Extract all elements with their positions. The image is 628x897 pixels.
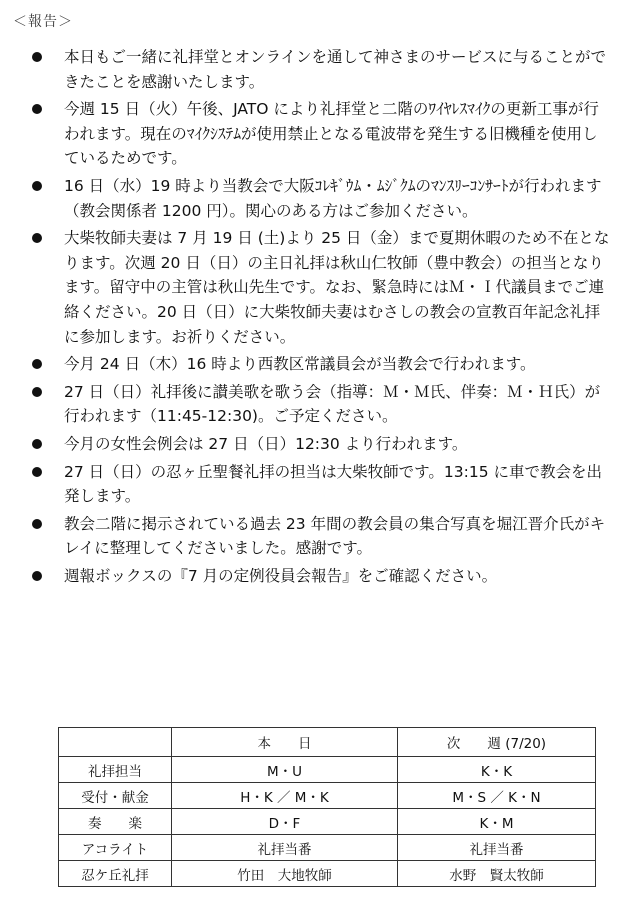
bullet-icon	[32, 104, 42, 114]
announcement-item	[0, 432, 628, 457]
announcement-item	[0, 97, 628, 171]
announcement-text: 今月 24 日（木）16 時より西教区常議員会が当教会で行われます。	[64, 355, 536, 374]
announcement-item	[0, 226, 628, 349]
today-cell: M・U	[172, 757, 398, 783]
duty-table-header	[59, 728, 596, 757]
row-label-cell: 忍ケ丘礼拝	[59, 861, 172, 887]
announcement-text: 大柴牧師夫妻は 7 月 19 日 (土)より 25 日（金）まで夏期休暇のため不在となります。次週 20 日（日）の主日礼拝は秋山仁牧師（豊中教会）の担当となります。留守中の主管は秋山先生です。なお、緊急時にはＭ・Ｉ代議員までご連絡ください。20 日（日）に大柴牧師夫妻はむさしの教会の宣教百年記念礼拝に参加します。お祈りください。	[64, 229, 610, 346]
today-cell: 礼拝当番	[172, 835, 398, 861]
announcement-text: 16 日（水）19 時より当教会で大阪ｺﾚｷﾞｳﾑ・ﾑｼﾞｸﾑのﾏﾝｽﾘｰｺﾝｻｰﾄが行われます（教会関係者 1200 円）。関心のある方はご参加ください。	[64, 176, 602, 220]
row-label-cell: アコライト	[59, 835, 172, 861]
announcement-item	[0, 564, 628, 589]
announcement-text: 今週 15 日（火）午後、JATO により礼拝堂と二階のﾜｲﾔﾚｽﾏｲｸの更新工事が行われます。現在のﾏｲｸｼｽﾃﾑが使用禁止となる電波帯を発生する旧機種を使用しているためです。	[64, 100, 599, 168]
next-cell: M・S ／ K・N	[398, 783, 596, 809]
announcement-item	[0, 174, 628, 223]
today-cell: D・F	[172, 809, 398, 835]
announcement-item	[0, 460, 628, 509]
bullet-icon	[32, 359, 42, 369]
bullet-icon	[32, 387, 42, 397]
announcement-text: 週報ボックスの『7 月の定例役員会報告』をご確認ください。	[64, 566, 498, 585]
table-row	[59, 861, 596, 887]
announcement-list	[0, 45, 628, 591]
header-next-cell: 次 週 (7/20)	[398, 728, 596, 757]
bullet-icon	[32, 519, 42, 529]
bullet-icon	[32, 571, 42, 581]
bullet-icon	[32, 439, 42, 449]
row-label-cell: 礼拝担当	[59, 757, 172, 783]
header-label-cell	[59, 728, 172, 757]
report-heading: ＜報告＞	[13, 14, 73, 30]
next-cell: K・M	[398, 809, 596, 835]
row-label-cell: 奏 楽	[59, 809, 172, 835]
announcement-item	[0, 45, 628, 94]
bullet-icon	[32, 52, 42, 62]
announcement-text: 本日もご一緒に礼拝堂とオンラインを通して神さまのサービスに与ることができたことを感謝いたします。	[64, 48, 607, 91]
table-row	[59, 757, 596, 783]
bullet-icon	[32, 467, 42, 477]
bullet-icon	[32, 181, 42, 191]
table-row	[59, 835, 596, 861]
announcement-text: 27 日（日）礼拝後に讃美歌を歌う会（指導：Ｍ・Ｍ氏、伴奏：Ｍ・Ｈ氏）が行われます（11:45-12:30)。ご予定ください。	[64, 382, 601, 426]
next-cell: 礼拝当番	[398, 835, 596, 861]
table-row	[59, 809, 596, 835]
next-cell: 水野 賢太牧師	[398, 861, 596, 887]
announcement-text: 今月の女性会例会は 27 日（日）12:30 より行われます。	[64, 434, 468, 453]
announcement-item	[0, 380, 628, 429]
announcement-text: 教会二階に掲示されている過去 23 年間の教会員の集合写真を堀江晋介氏がキレイに整理してくださいました。感謝です。	[64, 514, 606, 558]
announcement-item	[0, 352, 628, 377]
announcement-item	[0, 512, 628, 561]
header-today-cell: 本 日	[172, 728, 398, 757]
bullet-icon	[32, 233, 42, 243]
duty-table	[58, 727, 596, 887]
announcement-text: 27 日（日）の忍ヶ丘聖餐礼拝の担当は大柴牧師です。13:15 に車で教会を出発します。	[64, 462, 603, 506]
next-cell: K・K	[398, 757, 596, 783]
today-cell: 竹田 大地牧師	[172, 861, 398, 887]
row-label-cell: 受付・献金	[59, 783, 172, 809]
today-cell: H・K ／ M・K	[172, 783, 398, 809]
table-row	[59, 783, 596, 809]
